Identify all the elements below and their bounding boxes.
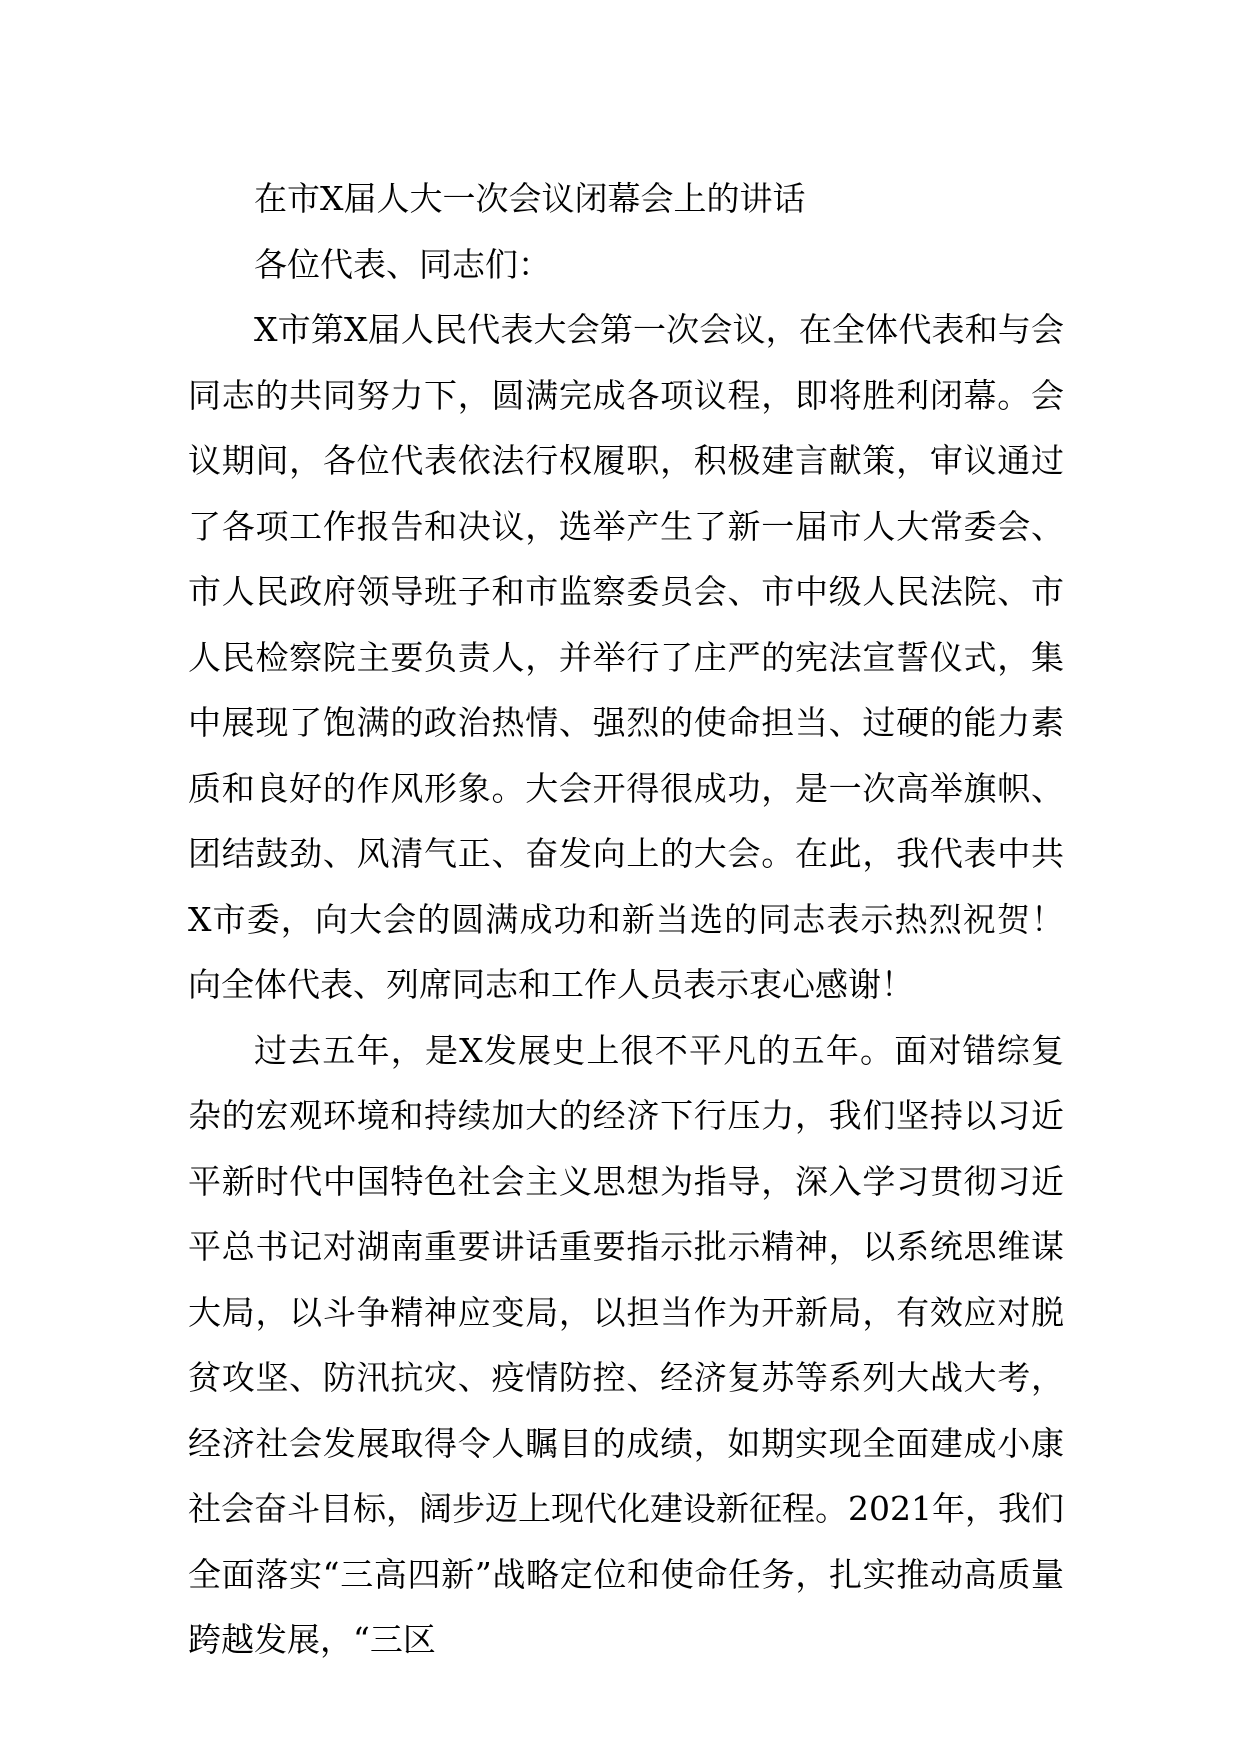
document-title: 在市X届人大一次会议闭幕会上的讲话 bbox=[254, 179, 806, 218]
document-body bbox=[188, 166, 1064, 1673]
body-paragraph: 过去五年，是X发展史上很不平凡的五年。面对错综复杂的宏观环境和持续加大的经济下行压力，我们坚持以习近平新时代中国特色社会主义思想为指导，深入学习贯彻习近平总书记对湖南重要讲话重要指示批示精神，以系统思维谋大局，以斗争精神应变局，以担当作为开新局，有效应对脱贫攻坚、防汛抗灾、疫情防控、经济复苏等系列大战大考，经济社会发展取得令人瞩目的成绩，如期实现全面建成小康社会奋斗目标，阔步迈上现代化建设新征程。2021年，我们全面落实“三高四新”战略定位和使命任务，扎实推动高质量跨越发展，“三区 bbox=[188, 1030, 1064, 1659]
salutation: 各位代表、同志们： bbox=[254, 244, 551, 284]
body-paragraph: X市第X届人民代表大会第一次会议，在全体代表和与会同志的共同努力下，圆满完成各项议程，即将胜利闭幕。会议期间，各位代表依法行权履职，积极建言献策，审议通过了各项工作报告和决议，选举产生了新一届市人大常委会、市人民政府领导班子和市监察委员会、市中级人民法院、市人民检察院主要负责人，并举行了庄严的宪法宣誓仪式，集中展现了饱满的政治热情、强烈的使命担当、过硬的能力素质和良好的作风形象。大会开得很成功，是一次高举旗帜、团结鼓劲、风清气正、奋发向上的大会。在此，我代表中共X市委，向大会的圆满成功和新当选的同志表示热烈祝贺！向全体代表、列席同志和工作人员表示衷心感谢！ bbox=[188, 310, 1064, 1004]
